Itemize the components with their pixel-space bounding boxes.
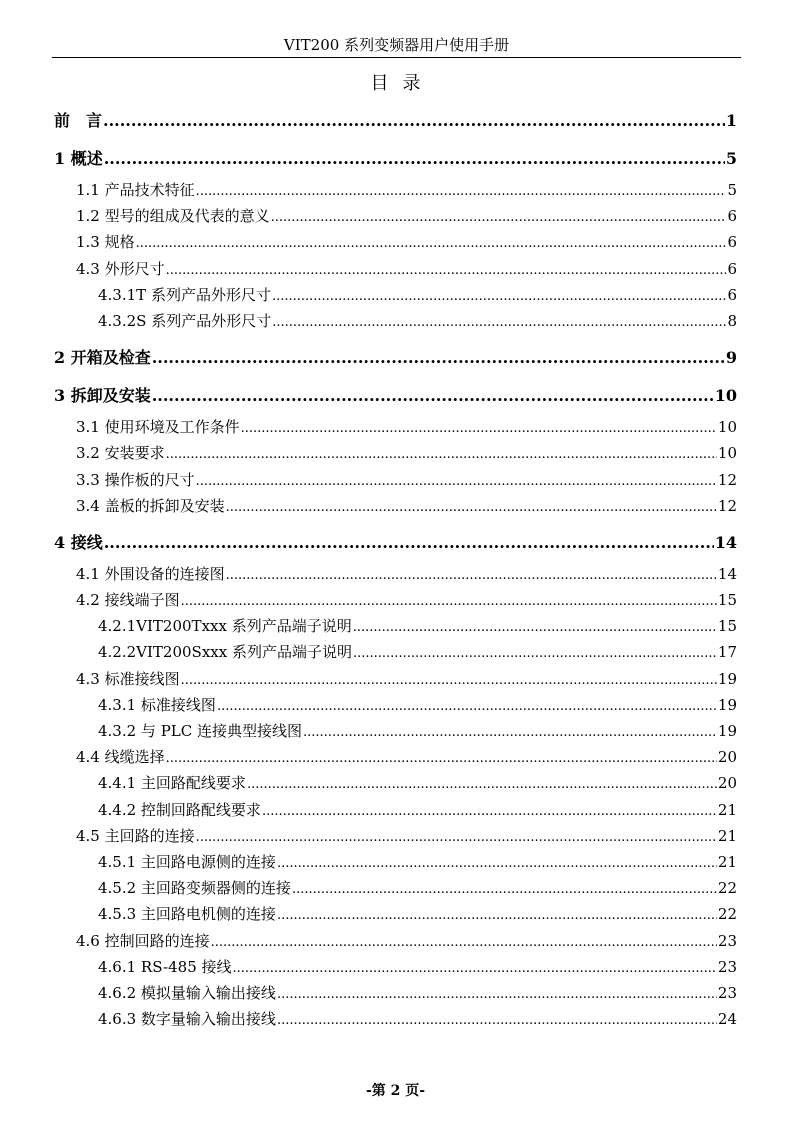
toc-leader-dots bbox=[353, 641, 717, 667]
toc-entry[interactable] bbox=[54, 282, 737, 308]
toc-entry[interactable] bbox=[54, 177, 737, 203]
toc-entry[interactable] bbox=[54, 203, 737, 229]
toc-entry-page: 14 bbox=[717, 564, 737, 583]
toc-entry[interactable] bbox=[54, 823, 737, 849]
toc-leader-dots bbox=[152, 344, 725, 372]
toc-entry-title: 4.3.1T 系列产品外形尺寸 bbox=[98, 285, 271, 304]
toc-entry-title: 4.1 外围设备的连接图 bbox=[76, 564, 225, 583]
toc-entry-page: 20 bbox=[717, 774, 737, 793]
toc-entry-title: 4.6 控制回路的连接 bbox=[76, 931, 210, 950]
toc-leader-dots bbox=[211, 930, 717, 956]
toc-entry-title: 4.2.2VIT200Sxxx 系列产品端子说明 bbox=[98, 643, 352, 662]
toc-entry[interactable] bbox=[54, 256, 737, 282]
toc-entry[interactable] bbox=[54, 797, 737, 823]
toc-entry-page: 22 bbox=[717, 905, 737, 924]
toc-entry[interactable] bbox=[54, 107, 737, 135]
toc-entry-page: 5 bbox=[725, 149, 737, 168]
toc-entry[interactable] bbox=[54, 928, 737, 954]
toc-entry-title: 4 接线 bbox=[54, 532, 103, 552]
toc-entry[interactable] bbox=[54, 849, 737, 875]
toc-entry[interactable] bbox=[54, 613, 737, 639]
toc-entry[interactable] bbox=[54, 718, 737, 744]
toc-entry-title: 2 开箱及检查 bbox=[54, 348, 151, 368]
toc-entry-title: 1 概述 bbox=[54, 149, 103, 168]
toc-entry-title: 4.3 外形尺寸 bbox=[76, 259, 165, 278]
toc-leader-dots bbox=[271, 205, 727, 231]
toc-leader-dots bbox=[217, 694, 717, 720]
toc-entry-page: 23 bbox=[717, 983, 737, 1002]
page-number: -第 2 页- bbox=[365, 1083, 426, 1099]
toc-entry-title: 4.5 主回路的连接 bbox=[76, 826, 195, 845]
toc-entry-title: 4.6.2 模拟量输入输出接线 bbox=[98, 983, 276, 1002]
toc-entry-title: 4.6.1 RS-485 接线 bbox=[98, 957, 232, 976]
toc-entry-title: 4.6.3 数字量输入输出接线 bbox=[98, 1010, 276, 1029]
toc-entry-page: 22 bbox=[717, 879, 737, 898]
toc-entry-title: 4.5.1 主回路电源侧的连接 bbox=[98, 852, 276, 871]
toc-leader-dots bbox=[272, 284, 727, 310]
toc-leader-dots bbox=[277, 1008, 717, 1034]
toc-entry-title: 3.4 盖板的拆卸及安装 bbox=[76, 496, 225, 515]
toc-entry-page: 21 bbox=[717, 800, 737, 819]
toc-leader-dots bbox=[196, 179, 727, 205]
toc-entry-page: 24 bbox=[717, 1010, 737, 1029]
toc-entry-page: 6 bbox=[727, 285, 737, 304]
toc-entry[interactable] bbox=[54, 639, 737, 665]
toc-leader-dots bbox=[136, 231, 727, 257]
toc-entry[interactable] bbox=[54, 344, 737, 372]
toc-entry-title: 4.2.1VIT200Txxx 系列产品端子说明 bbox=[98, 617, 352, 636]
toc-entry-page: 9 bbox=[725, 348, 737, 368]
toc-entry-title: 3.2 安装要求 bbox=[76, 444, 165, 463]
page-header: VIT200 系列变频器用户使用手册 bbox=[283, 36, 510, 54]
toc-entry-title: 4.3.2 与 PLC 连接典型接线图 bbox=[98, 722, 303, 740]
toc-entry-page: 12 bbox=[717, 496, 737, 515]
toc-entry-page: 23 bbox=[717, 957, 737, 976]
toc-entry-page: 10 bbox=[714, 386, 737, 406]
toc-entry[interactable] bbox=[54, 1006, 737, 1032]
toc-entry[interactable] bbox=[54, 744, 737, 770]
toc-leader-dots bbox=[181, 668, 717, 694]
toc-leader-dots bbox=[104, 145, 725, 173]
toc-leader-dots bbox=[196, 825, 717, 851]
table-of-contents bbox=[54, 107, 737, 1032]
toc-entry-page: 15 bbox=[717, 617, 737, 636]
toc-entry-page: 6 bbox=[727, 207, 737, 226]
toc-entry[interactable] bbox=[54, 770, 737, 796]
toc-title: 目录 bbox=[370, 73, 435, 94]
toc-entry-page: 8 bbox=[727, 311, 737, 330]
toc-entry-page: 15 bbox=[717, 591, 737, 610]
toc-leader-dots bbox=[247, 772, 717, 798]
toc-entry-title: 4.5.3 主回路电机侧的连接 bbox=[98, 905, 276, 924]
toc-entry[interactable] bbox=[54, 440, 737, 466]
toc-entry[interactable] bbox=[54, 382, 737, 410]
toc-leader-dots bbox=[166, 746, 717, 772]
toc-leader-dots bbox=[277, 903, 717, 929]
toc-entry-page: 17 bbox=[717, 643, 737, 662]
toc-entry-page: 14 bbox=[714, 532, 737, 552]
toc-entry-title: 4.4.1 主回路配线要求 bbox=[98, 774, 246, 793]
toc-entry-title: 4.3.2S 系列产品外形尺寸 bbox=[98, 311, 272, 330]
toc-entry-page: 21 bbox=[717, 852, 737, 871]
toc-entry-title: 1.1 产品技术特征 bbox=[76, 181, 195, 199]
toc-leader-dots bbox=[104, 529, 714, 557]
toc-entry-title: 前 言 bbox=[54, 111, 103, 130]
toc-entry-page: 5 bbox=[727, 181, 737, 199]
toc-leader-dots bbox=[166, 442, 717, 468]
toc-entry-title: 1.3 规格 bbox=[76, 233, 135, 252]
toc-entry-title: 4.3 标准接线图 bbox=[76, 669, 180, 688]
toc-leader-dots bbox=[103, 107, 725, 135]
toc-entry-page: 12 bbox=[717, 470, 737, 489]
toc-entry-page: 19 bbox=[717, 669, 737, 688]
toc-entry[interactable] bbox=[54, 308, 737, 334]
toc-entry[interactable] bbox=[54, 954, 737, 980]
toc-entry-page: 23 bbox=[717, 931, 737, 950]
toc-entry-title: 1.2 型号的组成及代表的意义 bbox=[76, 207, 270, 226]
toc-entry[interactable] bbox=[54, 875, 737, 901]
toc-entry-page: 1 bbox=[725, 111, 737, 130]
toc-entry-page: 6 bbox=[727, 259, 737, 278]
toc-leader-dots bbox=[226, 495, 717, 521]
toc-leader-dots bbox=[277, 982, 717, 1008]
toc-entry-title: 4.4.2 控制回路配线要求 bbox=[98, 800, 261, 819]
toc-entry-title: 3 拆卸及安装 bbox=[54, 386, 151, 406]
toc-entry-page: 10 bbox=[717, 444, 737, 463]
toc-entry-title: 4.4 线缆选择 bbox=[76, 748, 165, 767]
toc-entry-page: 10 bbox=[717, 418, 737, 437]
toc-leader-dots bbox=[277, 851, 717, 877]
toc-leader-dots bbox=[262, 799, 717, 825]
toc-entry[interactable] bbox=[54, 145, 737, 173]
toc-leader-dots bbox=[272, 310, 726, 336]
toc-leader-dots bbox=[166, 258, 727, 284]
toc-entry[interactable] bbox=[54, 587, 737, 613]
toc-leader-dots bbox=[196, 469, 717, 495]
toc-entry-page: 6 bbox=[727, 233, 737, 252]
toc-entry[interactable] bbox=[54, 901, 737, 927]
toc-entry-title: 3.1 使用环境及工作条件 bbox=[76, 418, 240, 437]
toc-leader-dots bbox=[226, 563, 717, 589]
toc-entry[interactable] bbox=[54, 666, 737, 692]
toc-entry[interactable] bbox=[54, 561, 737, 587]
toc-entry[interactable] bbox=[54, 467, 737, 493]
toc-leader-dots bbox=[241, 416, 717, 442]
toc-entry[interactable] bbox=[54, 692, 737, 718]
toc-entry[interactable] bbox=[54, 229, 737, 255]
toc-entry[interactable] bbox=[54, 529, 737, 557]
toc-leader-dots bbox=[181, 589, 717, 615]
toc-entry[interactable] bbox=[54, 414, 737, 440]
toc-entry-page: 20 bbox=[717, 748, 737, 767]
toc-entry-page: 21 bbox=[717, 826, 737, 845]
header-rule bbox=[52, 57, 741, 58]
toc-entry-title: 4.5.2 主回路变频器侧的连接 bbox=[98, 879, 291, 898]
toc-leader-dots bbox=[292, 877, 717, 903]
toc-entry[interactable] bbox=[54, 493, 737, 519]
toc-leader-dots bbox=[303, 720, 717, 746]
toc-leader-dots bbox=[353, 615, 717, 641]
toc-leader-dots bbox=[152, 382, 714, 410]
toc-entry-page: 19 bbox=[717, 722, 737, 740]
toc-entry-title: 4.2 接线端子图 bbox=[76, 591, 180, 610]
toc-leader-dots bbox=[233, 956, 717, 982]
toc-entry-title: 3.3 操作板的尺寸 bbox=[76, 470, 195, 489]
toc-entry[interactable] bbox=[54, 980, 737, 1006]
toc-entry-page: 19 bbox=[717, 695, 737, 714]
toc-entry-title: 4.3.1 标准接线图 bbox=[98, 695, 216, 714]
